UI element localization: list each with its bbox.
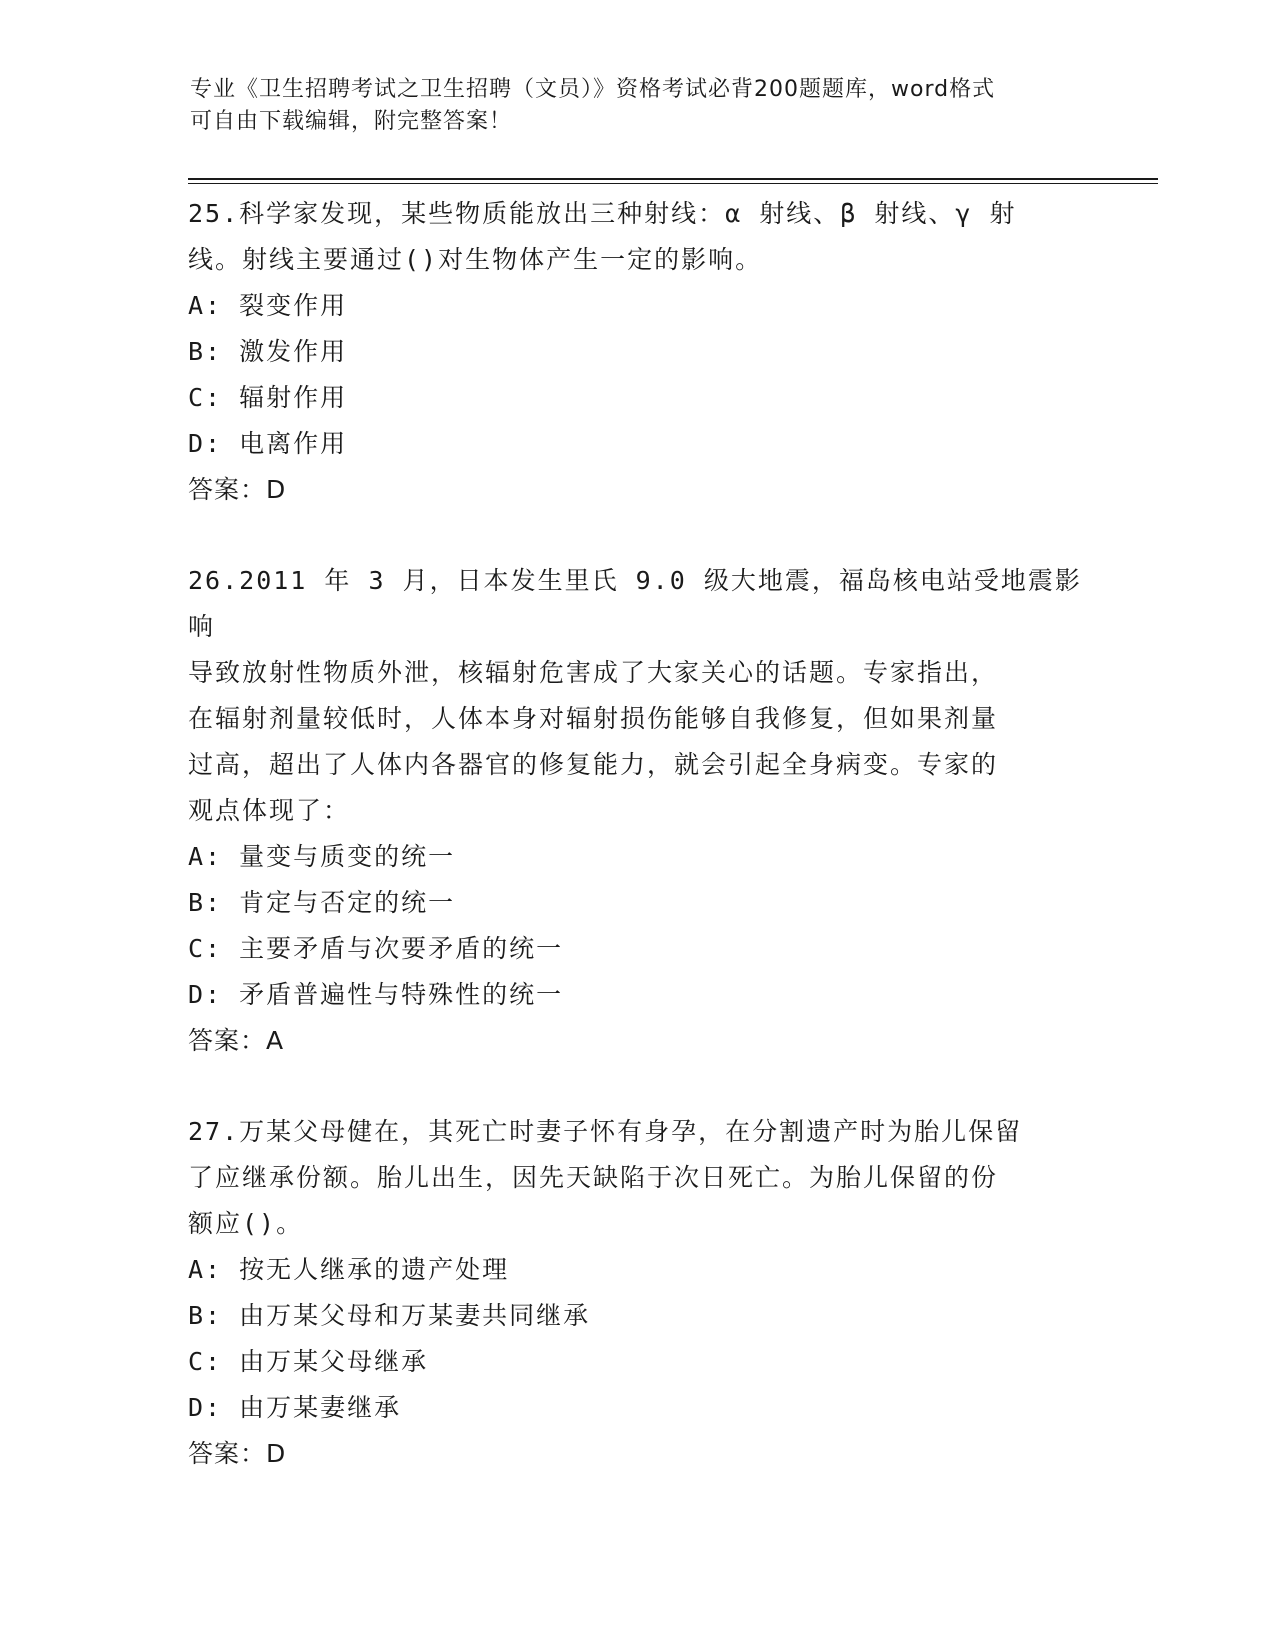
question-25: [188, 191, 1088, 513]
option-b: B: 由万某父母和万某妻共同继承: [188, 1301, 591, 1330]
header-divider-thick: [188, 178, 1158, 180]
question-stem-line: 线。射线主要通过()对生物体产生一定的影响。: [188, 245, 763, 274]
option-b: B: 激发作用: [188, 337, 348, 366]
question-stem-line: 额应()。: [188, 1209, 304, 1238]
option-c: C: 辐射作用: [188, 383, 348, 412]
header-line-2: 可自由下载编辑，附完整答案！: [190, 109, 513, 134]
question-stem-line: 导致放射性物质外泄，核辐射危害成了大家关心的话题。专家指出，: [188, 658, 999, 687]
question-stem-line: 26.2011 年 3 月，日本发生里氏 9.0 级大地震，福岛核电站受地震影响: [188, 566, 1082, 641]
document-header: [190, 74, 1070, 138]
option-a: A: 裂变作用: [188, 291, 348, 320]
option-c: C: 由万某父母继承: [188, 1347, 429, 1376]
question-stem-line: 25.科学家发现，某些物质能放出三种射线：α 射线、β 射线、γ 射: [188, 199, 1017, 228]
question-26: [188, 558, 1088, 1064]
question-stem-line: 27.万某父母健在，其死亡时妻子怀有身孕，在分割遗产时为胎儿保留: [188, 1117, 1023, 1146]
header-line-1: 专业《卫生招聘考试之卫生招聘（文员）》资格考试必背200题题库，word格式: [190, 77, 996, 102]
question-stem-line: 了应继承份额。胎儿出生，因先天缺陷于次日死亡。为胎儿保留的份: [188, 1163, 999, 1192]
question-27: [188, 1109, 1088, 1477]
answer-label: 答案：D: [188, 1439, 287, 1468]
option-d: D: 由万某妻继承: [188, 1393, 402, 1422]
question-stem-line: 观点体现了：: [188, 796, 351, 825]
option-c: C: 主要矛盾与次要矛盾的统一: [188, 934, 564, 963]
answer-label: 答案：D: [188, 475, 287, 504]
header-divider-thin: [188, 183, 1158, 184]
question-stem-line: 在辐射剂量较低时，人体本身对辐射损伤能够自我修复，但如果剂量: [188, 704, 999, 733]
question-list: [188, 191, 1088, 1522]
option-d: D: 矛盾普遍性与特殊性的统一: [188, 980, 564, 1009]
option-b: B: 肯定与否定的统一: [188, 888, 456, 917]
option-a: A: 按无人继承的遗产处理: [188, 1255, 510, 1284]
option-d: D: 电离作用: [188, 429, 348, 458]
answer-label: 答案：A: [188, 1026, 285, 1055]
question-stem-line: 过高，超出了人体内各器官的修复能力，就会引起全身病变。专家的: [188, 750, 999, 779]
option-a: A: 量变与质变的统一: [188, 842, 456, 871]
